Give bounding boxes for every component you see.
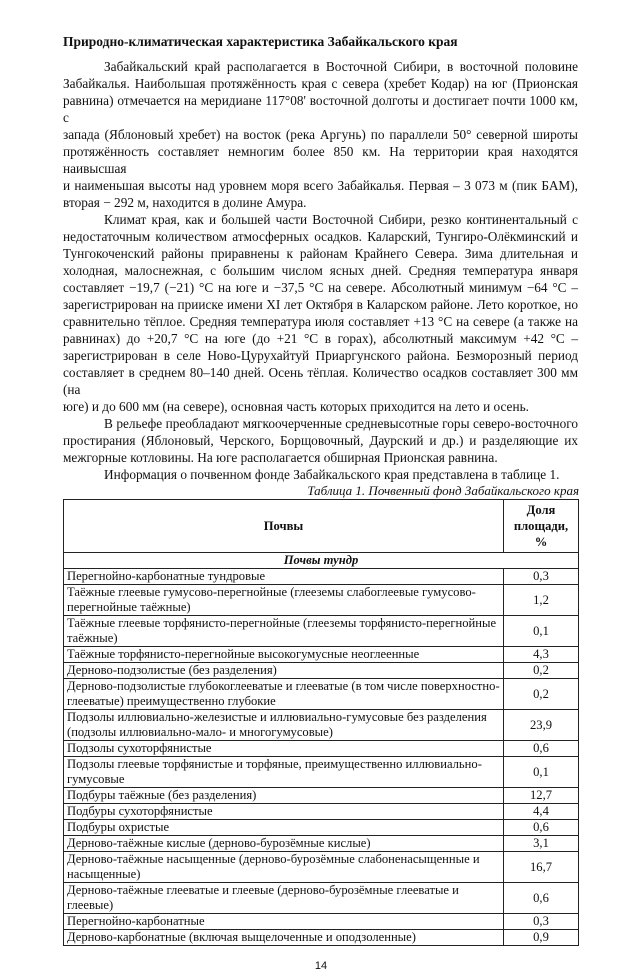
paragraph-line: зарегистрирован на прииске имени XI лет Октября в Каларском районе. Лето короткое, но [63, 297, 578, 312]
paragraph-line: запада (Яблоновый хребет) на восток (река Аргунь) по параллели 50° северной широты [63, 127, 578, 142]
soil-name-cell: Подзолы сухоторфянистые [64, 741, 504, 757]
paragraph-line: составляет в среднем 80–140 дней. Осень тёплая. Количество осадков составляет 300 мм (на [63, 365, 578, 397]
soil-name-cell: Подбуры таёжные (без разделения) [64, 788, 504, 804]
table-row [64, 710, 579, 741]
paragraph-line: межгорные котловины. На юге располагается обширная Прионская равнина. [63, 450, 498, 465]
paragraph-line: юге) и до 600 мм (на севере), основная часть которых приходится на лето и осень. [63, 399, 529, 414]
table-row [64, 883, 579, 914]
share-value-cell: 4,3 [504, 647, 579, 663]
soil-name-cell: Дерново-карбонатные (включая выщелоченные и оподзоленные) [64, 930, 504, 946]
table-row [64, 616, 579, 647]
table-row [64, 741, 579, 757]
soil-name-cell: Дерново-подзолистые глубокоглееватые и глееватые (в том числе поверхностно-глееватые) преимущественно глубокие [64, 679, 504, 710]
paragraph-line: и наименьшая высоты над уровнем моря всего Забайкалья. Первая – 3 073 м (пик БАМ), [63, 178, 578, 193]
table-row [64, 663, 579, 679]
paragraph-line: Забайкалья. Наибольшая протяжённость края с севера (хребет Кодар) на юг (Прионская [63, 76, 578, 91]
table-row [64, 804, 579, 820]
soil-name-cell: Дерново-таёжные насыщенные (дерново-бурозёмные слабоненасыщенные и насыщенные) [64, 852, 504, 883]
paragraph-line: Забайкальский край располагается в Восточной Сибири, в восточной половине [104, 59, 578, 74]
soil-name-cell: Перегнойно-карбонатные [64, 914, 504, 930]
column-header-soils: Почвы [64, 500, 504, 553]
share-value-cell: 0,1 [504, 757, 579, 788]
share-value-cell: 0,2 [504, 663, 579, 679]
paragraph-line: простирания (Яблоновый, Черского, Борщовочный, Даурский и др.) и разделяющие их [63, 433, 578, 448]
table-row [64, 914, 579, 930]
share-value-cell: 0,3 [504, 914, 579, 930]
table-row [64, 569, 579, 585]
paragraph-line: составляет −19,7 (−21) °C на юге и −37,5 °C на севере. Абсолютный минимум −64 °C – [63, 280, 578, 295]
share-value-cell: 0,3 [504, 569, 579, 585]
share-value-cell: 0,6 [504, 741, 579, 757]
share-value-cell: 12,7 [504, 788, 579, 804]
group-row [64, 553, 579, 569]
paragraph-line: вторая − 292 м, находится в долине Амура. [63, 195, 307, 210]
table-row [64, 585, 579, 616]
table-caption: Таблица 1. Почвенный фонд Забайкальского края [307, 483, 579, 498]
table-row [64, 836, 579, 852]
paragraph-line: Тунгокоченский районы приравнены к районам Крайнего Севера. Зима длительная и [63, 246, 578, 261]
soil-table [63, 499, 579, 946]
table-header-row [64, 500, 579, 553]
share-value-cell: 0,6 [504, 820, 579, 836]
share-value-cell: 0,1 [504, 616, 579, 647]
soil-name-cell: Подбуры охристые [64, 820, 504, 836]
paragraph-line: недостаточным количеством атмосферных осадков. Каларский, Тунгиро-Олёкминский и [63, 229, 578, 244]
paragraph-line: Климат края, как и большей части Восточной Сибири, резко континентальный с [104, 212, 578, 227]
share-value-cell: 1,2 [504, 585, 579, 616]
column-header-share: Доля площади, % [504, 500, 579, 553]
paragraphs [63, 58, 578, 466]
table-row [64, 930, 579, 946]
group-label: Почвы тундр [64, 553, 579, 569]
table-row [64, 757, 579, 788]
soil-name-cell: Дерново-таёжные глееватые и глеевые (дерново-бурозёмные глееватые и глеевые) [64, 883, 504, 914]
page-number: 14 [314, 960, 328, 972]
paragraph-line: зарегистрирован в селе Ново-Цурухайтуй Приаргунского района. Безморозный период [63, 348, 578, 363]
table-row [64, 647, 579, 663]
table-intro-text: Информация о почвенном фонде Забайкальского края представлена в таблице 1. [104, 467, 560, 482]
paragraph-line: холодная, малоснежная, с большим числом ясных дней. Средняя температура января [63, 263, 578, 278]
paragraph-line: равнина) отмечается на меридиане 117°08' восточной долготы и достигает почти 1000 км, с [63, 93, 578, 125]
soil-name-cell: Подбуры сухоторфянистые [64, 804, 504, 820]
soil-name-cell: Таёжные глеевые торфянисто-перегнойные (глееземы торфянисто-перегнойные таёжные) [64, 616, 504, 647]
paragraph-line: протяжённость составляет немногим более 850 км. На территории края находятся наивысшая [63, 144, 578, 176]
document-page [63, 33, 579, 973]
share-value-cell: 4,4 [504, 804, 579, 820]
document-body [63, 58, 578, 483]
share-value-cell: 23,9 [504, 710, 579, 741]
soil-name-cell: Дерново-таёжные кислые (дерново-бурозёмные кислые) [64, 836, 504, 852]
soil-name-cell: Таёжные торфянисто-перегнойные высокогумусные неоглеенные [64, 647, 504, 663]
share-value-cell: 3,1 [504, 836, 579, 852]
soil-name-cell: Таёжные глеевые гумусово-перегнойные (глееземы слабоглеевые гумусово-перегнойные таёжные) [64, 585, 504, 616]
soil-name-cell: Подзолы иллювиально-железистые и иллювиально-гумусовые без разделения (подзолы иллювиально-мало- и многогумусовые) [64, 710, 504, 741]
share-value-cell: 0,9 [504, 930, 579, 946]
soil-name-cell: Перегнойно-карбонатные тундровые [64, 569, 504, 585]
table-row [64, 820, 579, 836]
paragraph-line: сравнительно тёплое. Средняя температура июля составляет +13 °C на севере (а также на [63, 314, 578, 329]
soil-name-cell: Подзолы глеевые торфянистые и торфяные, преимущественно иллювиально-гумусовые [64, 757, 504, 788]
share-value-cell: 0,6 [504, 883, 579, 914]
soil-name-cell: Дерново-подзолистые (без разделения) [64, 663, 504, 679]
page-title: Природно-климатическая характеристика Забайкальского края [63, 34, 458, 49]
table-row [64, 679, 579, 710]
share-value-cell: 16,7 [504, 852, 579, 883]
table-row [64, 852, 579, 883]
paragraph-line: равнинах) до +20,7 °C на юге (до +21 °C в горах), абсолютный максимум +42 °C – [63, 331, 578, 346]
paragraph-line: В рельефе преобладают мягкоочерченные средневысотные горы северо-восточного [104, 416, 578, 431]
table-row [64, 788, 579, 804]
share-value-cell: 0,2 [504, 679, 579, 710]
